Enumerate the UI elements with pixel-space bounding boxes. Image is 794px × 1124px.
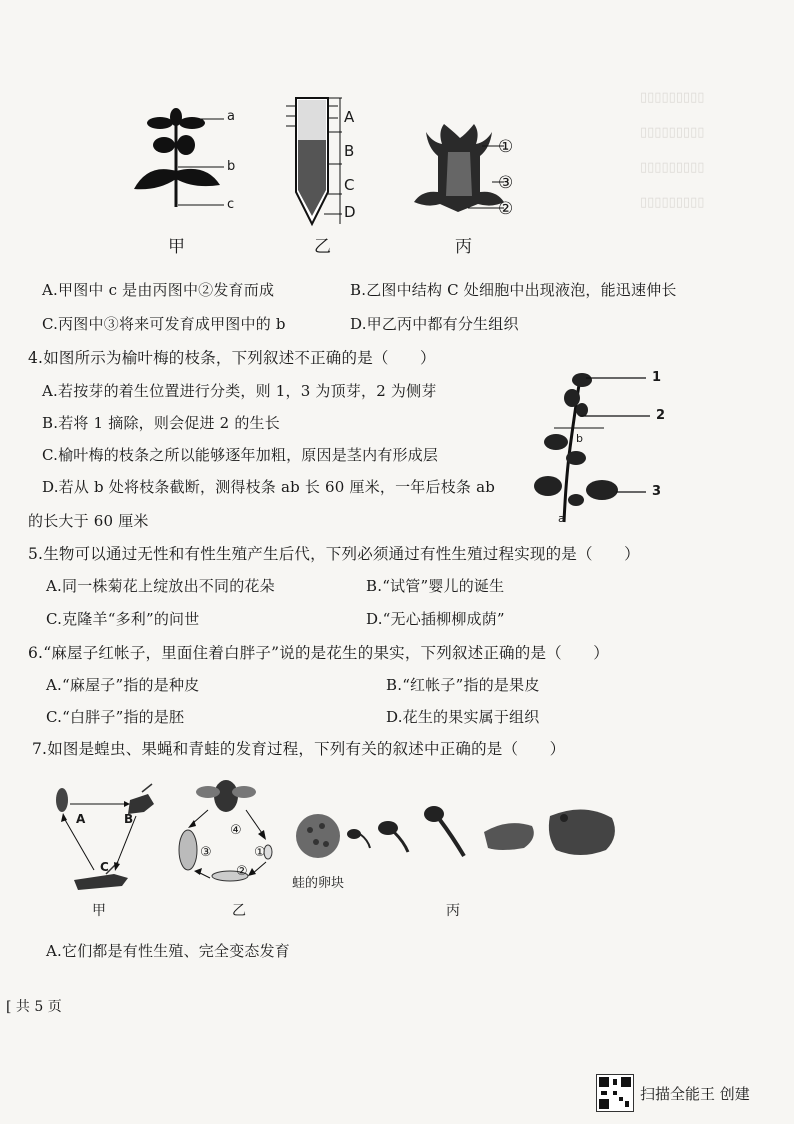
label-c: c bbox=[227, 197, 235, 212]
label-circled-1: ① bbox=[498, 137, 514, 157]
q3-option-a: A.甲图中 c 是由丙图中②发育而成 bbox=[42, 281, 275, 299]
q4-option-b: B.若将 1 摘除，则会促进 2 的生长 bbox=[42, 414, 280, 432]
bleed-through-text: ▯▯▯▯▯▯▯▯▯ bbox=[640, 125, 705, 140]
fly-label-3: ③ bbox=[200, 845, 212, 860]
figure-fruitfly-cycle bbox=[168, 774, 288, 904]
q7-stem: 7.如图是蝗虫、果蝇和青蛙的发育过程，下列有关的叙述中正确的是（ ） bbox=[32, 740, 566, 758]
q5-stem: 5.生物可以通过无性和有性生殖产生后代，下列必须通过有性生殖过程实现的是（ ） bbox=[28, 545, 640, 563]
branch-label-2: 2 bbox=[656, 408, 666, 423]
q3-option-d: D.甲乙丙中都有分生组织 bbox=[350, 315, 519, 333]
q4-option-c: C.榆叶梅的枝条之所以能够逐年加粗，原因是茎内有形成层 bbox=[42, 446, 439, 464]
label-circled-2: ② bbox=[498, 199, 514, 219]
branch-label-a: a bbox=[558, 512, 565, 525]
q5-option-a: A.同一株菊花上绽放出不同的花朵 bbox=[46, 577, 275, 595]
q3-option-c: C.丙图中③将来可发育成甲图中的 b bbox=[42, 315, 286, 333]
label-B: B bbox=[344, 142, 355, 160]
caption-q7-jia: 甲 bbox=[92, 903, 106, 919]
figure-frog-development bbox=[294, 796, 624, 868]
q5-option-b: B.“试管”婴儿的诞生 bbox=[366, 577, 505, 595]
q6-stem: 6.“麻屋子红帐子，里面住着白胖子”说的是花生的果实，下列叙述正确的是（ ） bbox=[28, 644, 609, 662]
q4-stem: 4.如图所示为榆叶梅的枝条，下列叙述不正确的是（ ） bbox=[28, 349, 436, 367]
caption-q7-yi: 乙 bbox=[232, 903, 246, 919]
label-b: b bbox=[227, 159, 236, 174]
q6-option-d: D.花生的果实属于组织 bbox=[386, 708, 540, 726]
bleed-through-text: ▯▯▯▯▯▯▯▯▯ bbox=[640, 90, 705, 105]
grasshopper-label-A: A bbox=[76, 812, 86, 826]
branch-label-3: 3 bbox=[652, 484, 662, 499]
label-circled-3: ③ bbox=[498, 173, 514, 193]
q7-option-a: A.它们都是有性生殖、完全变态发育 bbox=[46, 942, 291, 960]
qr-code-icon bbox=[596, 1074, 634, 1112]
figure-grasshopper-cycle bbox=[46, 782, 166, 902]
label-a: a bbox=[227, 109, 235, 124]
q5-option-d: D.“无心插柳柳成荫” bbox=[366, 610, 505, 628]
frog-egg-label: 蛙的卵块 bbox=[292, 876, 345, 891]
q5-option-c: C.克隆羊“多利”的问世 bbox=[46, 610, 200, 628]
caption-q7-bing: 丙 bbox=[446, 903, 460, 919]
grasshopper-label-C: C bbox=[100, 860, 109, 874]
bleed-through-text: ▯▯▯▯▯▯▯▯▯ bbox=[640, 160, 705, 175]
fly-label-1: ① bbox=[254, 845, 266, 860]
grasshopper-label-B: B bbox=[124, 812, 134, 826]
figure-branch bbox=[520, 368, 670, 528]
q6-option-b: B.“红帐子”指的是果皮 bbox=[386, 676, 540, 694]
caption-jia: 甲 bbox=[168, 237, 185, 257]
caption-bing: 丙 bbox=[455, 237, 472, 257]
caption-yi: 乙 bbox=[314, 237, 331, 257]
fly-label-4: ④ bbox=[230, 823, 242, 838]
page-footer: [ 共 5 页 bbox=[6, 999, 62, 1015]
q4-option-d: D.若从 b 处将枝条截断，测得枝条 ab 长 60 厘米，一年后枝条 ab bbox=[42, 478, 496, 496]
q3-option-b: B.乙图中结构 C 处细胞中出现液泡，能迅速伸长 bbox=[350, 281, 677, 299]
scanner-brand-text: 扫描全能王 创建 bbox=[640, 1085, 750, 1103]
label-D: D bbox=[344, 203, 356, 221]
branch-label-b: b bbox=[576, 432, 583, 445]
q6-option-a: A.“麻屋子”指的是种皮 bbox=[46, 676, 200, 694]
bleed-through-text: ▯▯▯▯▯▯▯▯▯ bbox=[640, 195, 705, 210]
q6-option-c: C.“白胖子”指的是胚 bbox=[46, 708, 185, 726]
branch-label-1: 1 bbox=[652, 370, 662, 385]
label-C: C bbox=[344, 176, 355, 194]
label-A: A bbox=[344, 108, 355, 126]
q4-option-a: A.若按芽的着生位置进行分类，则 1，3 为顶芽，2 为侧芽 bbox=[42, 382, 437, 400]
q4-option-d-cont: 的长大于 60 厘米 bbox=[28, 512, 149, 530]
fly-label-2: ② bbox=[236, 864, 248, 879]
